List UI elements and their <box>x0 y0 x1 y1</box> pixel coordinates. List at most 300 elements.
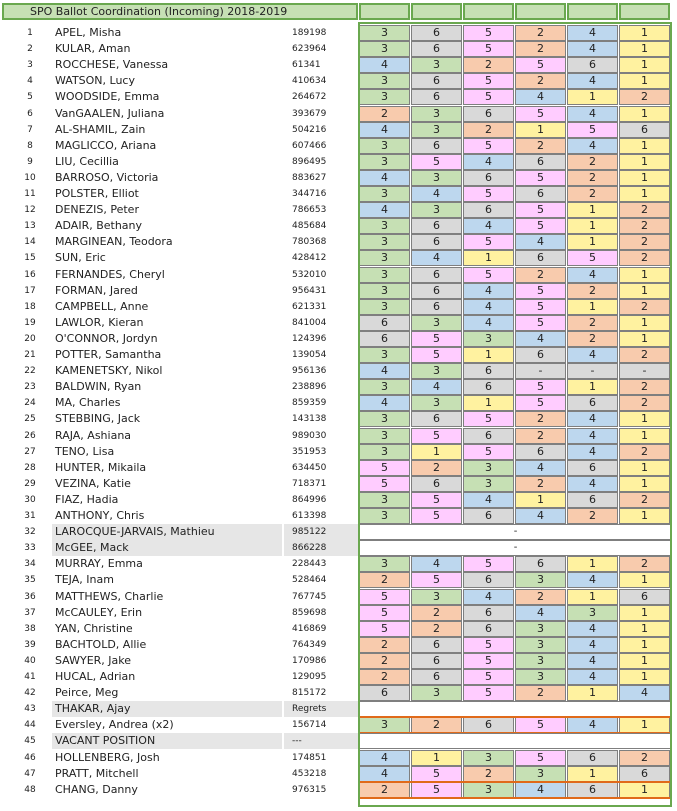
ballot-rank-cell[interactable]: 5 <box>515 717 566 733</box>
ballot-rank-cell[interactable]: 3 <box>359 508 410 524</box>
ballot-rank-cell[interactable]: 2 <box>515 267 566 283</box>
row-number: 1 <box>27 28 33 38</box>
ballot-rank-cell[interactable]: 2 <box>619 750 670 766</box>
ballot-rank-cell[interactable]: 4 <box>359 170 410 186</box>
ballot-rank-cell[interactable]: 6 <box>411 653 462 669</box>
ballot-rank-cell[interactable]: 2 <box>619 556 670 572</box>
ballot-rank-cell[interactable]: 2 <box>619 202 670 218</box>
ballot-rank-cell[interactable]: - <box>619 363 670 379</box>
ballot-rank-cell[interactable]: 1 <box>619 267 670 283</box>
ballot-rank-cell[interactable]: 6 <box>463 428 514 444</box>
student-name: APEL, Misha <box>55 26 122 39</box>
ballot-rank-cell[interactable]: 2 <box>567 331 618 347</box>
ballot-rank-cell[interactable]: 6 <box>567 750 618 766</box>
ballot-rank-cell[interactable]: 3 <box>515 766 566 782</box>
ballot-rank-cell[interactable]: 1 <box>619 41 670 57</box>
ballot-rank-cell[interactable]: 3 <box>411 363 462 379</box>
student-id: 764349 <box>292 640 327 650</box>
ballot-rank-cell[interactable]: 5 <box>359 621 410 637</box>
ballot-rank-cell[interactable]: 2 <box>619 299 670 315</box>
ballot-rank-cell[interactable]: 5 <box>411 428 462 444</box>
ballot-rank-cell[interactable]: 3 <box>463 476 514 492</box>
table-row <box>0 637 677 653</box>
ballot-rank-cell[interactable]: 1 <box>567 218 618 234</box>
ballot-rank-cell[interactable]: 3 <box>515 669 566 685</box>
row-number: 14 <box>24 237 36 247</box>
ballot-rank-cell[interactable]: 4 <box>359 750 410 766</box>
ballot-rank-cell[interactable]: 2 <box>359 637 410 653</box>
merged-ballot-cell: - <box>359 524 672 540</box>
ballot-rank-cell[interactable]: 6 <box>463 363 514 379</box>
ballot-rank-cell[interactable]: 1 <box>567 379 618 395</box>
ballot-rank-cell[interactable]: 3 <box>359 41 410 57</box>
ballot-rank-cell[interactable]: 5 <box>463 25 514 41</box>
ballot-rank-cell[interactable]: 5 <box>463 411 514 427</box>
ballot-rank-cell[interactable]: 6 <box>411 218 462 234</box>
ballot-rank-cell[interactable]: 5 <box>411 492 462 508</box>
ballot-rank-cell[interactable]: 5 <box>463 653 514 669</box>
ballot-rank-cell[interactable]: 3 <box>515 572 566 588</box>
ballot-rank-cell[interactable]: 4 <box>515 782 566 798</box>
ballot-rank-cell[interactable]: 6 <box>411 299 462 315</box>
ballot-rank-cell[interactable]: 4 <box>515 331 566 347</box>
ballot-rank-cell[interactable]: 3 <box>515 653 566 669</box>
ballot-rank-cell[interactable]: 6 <box>463 202 514 218</box>
ballot-rank-cell[interactable]: 1 <box>619 637 670 653</box>
ballot-rank-cell[interactable]: 2 <box>411 605 462 621</box>
ballot-rank-cell[interactable]: 6 <box>463 379 514 395</box>
ballot-rank-cell[interactable]: 6 <box>359 331 410 347</box>
ballot-rank-cell[interactable]: 1 <box>619 73 670 89</box>
ballot-rank-cell[interactable]: 1 <box>567 299 618 315</box>
ballot-rank-cell[interactable]: 6 <box>567 460 618 476</box>
ballot-rank-cell[interactable]: 5 <box>463 41 514 57</box>
ballot-rank-cell[interactable]: 4 <box>411 250 462 266</box>
ballot-rank-cell[interactable]: 2 <box>515 589 566 605</box>
ballot-rank-cell[interactable]: 2 <box>567 508 618 524</box>
ballot-rank-cell[interactable]: 2 <box>567 170 618 186</box>
ballot-rank-cell[interactable]: 5 <box>411 572 462 588</box>
row-number: 10 <box>24 173 36 183</box>
ballot-rank-cell[interactable]: 2 <box>515 476 566 492</box>
ballot-rank-cell[interactable]: 4 <box>411 186 462 202</box>
ballot-rank-cell[interactable]: 4 <box>567 428 618 444</box>
ballot-rank-cell[interactable]: 6 <box>463 106 514 122</box>
ballot-rank-cell[interactable]: 2 <box>359 106 410 122</box>
student-name: BALDWIN, Ryan <box>55 380 142 393</box>
student-id: 786653 <box>292 205 327 215</box>
ballot-rank-cell[interactable]: 6 <box>411 138 462 154</box>
ballot-rank-cell[interactable]: 3 <box>359 347 410 363</box>
ballot-rank-cell[interactable]: 5 <box>463 444 514 460</box>
ballot-rank-cell[interactable]: 2 <box>619 379 670 395</box>
sheet-title: SPO Ballot Coordination (Incoming) 2018-2019 <box>2 3 358 20</box>
ballot-rank-cell[interactable]: 6 <box>567 492 618 508</box>
ballot-rank-cell[interactable]: 5 <box>463 685 514 701</box>
ballot-rank-cell[interactable]: 2 <box>463 122 514 138</box>
ballot-rank-cell[interactable]: 4 <box>567 444 618 460</box>
table-row <box>0 621 677 637</box>
student-name: ADAIR, Bethany <box>55 219 143 232</box>
ballot-rank-cell[interactable]: 1 <box>619 25 670 41</box>
ballot-rank-cell[interactable]: 2 <box>567 154 618 170</box>
ballot-rank-cell[interactable]: 2 <box>411 717 462 733</box>
ballot-rank-cell[interactable]: 6 <box>515 556 566 572</box>
ballot-rank-cell[interactable]: 3 <box>463 750 514 766</box>
ballot-rank-cell[interactable]: 2 <box>463 57 514 73</box>
ballot-rank-cell[interactable]: 2 <box>619 234 670 250</box>
ballot-rank-cell[interactable]: 4 <box>463 154 514 170</box>
ballot-rank-cell[interactable]: 1 <box>567 234 618 250</box>
ballot-rank-cell[interactable]: 1 <box>463 250 514 266</box>
ballot-rank-cell[interactable]: 1 <box>567 202 618 218</box>
ballot-rank-cell[interactable]: 4 <box>567 717 618 733</box>
ballot-rank-cell[interactable]: 2 <box>515 428 566 444</box>
ballot-rank-cell[interactable]: 4 <box>359 57 410 73</box>
ballot-rank-cell[interactable]: 3 <box>359 428 410 444</box>
ballot-rank-cell[interactable]: 3 <box>359 186 410 202</box>
ballot-rank-cell[interactable]: 3 <box>567 605 618 621</box>
ballot-rank-cell[interactable]: 2 <box>567 283 618 299</box>
ballot-rank-cell[interactable]: 4 <box>567 572 618 588</box>
ballot-rank-cell[interactable]: 3 <box>515 637 566 653</box>
ballot-rank-cell[interactable]: 3 <box>411 106 462 122</box>
ballot-rank-cell[interactable]: 1 <box>619 653 670 669</box>
ballot-rank-cell[interactable]: 1 <box>619 669 670 685</box>
ballot-rank-cell[interactable]: 1 <box>619 717 670 733</box>
ballot-rank-cell[interactable]: 3 <box>463 782 514 798</box>
student-name: CHANG, Danny <box>55 783 138 796</box>
ballot-rank-cell[interactable]: 1 <box>619 508 670 524</box>
ballot-rank-cell[interactable]: 6 <box>411 73 462 89</box>
ballot-rank-cell[interactable]: 2 <box>619 492 670 508</box>
ballot-rank-cell[interactable]: 6 <box>411 283 462 299</box>
ballot-rank-cell[interactable]: 4 <box>463 492 514 508</box>
table-row <box>0 395 677 411</box>
ballot-rank-cell[interactable]: 4 <box>359 122 410 138</box>
ballot-rank-cell[interactable]: 1 <box>619 476 670 492</box>
ballot-rank-cell[interactable]: 2 <box>619 250 670 266</box>
ballot-rank-cell[interactable]: 6 <box>411 669 462 685</box>
ballot-rank-cell[interactable]: 4 <box>411 379 462 395</box>
ballot-rank-cell[interactable]: 4 <box>515 605 566 621</box>
ballot-rank-cell[interactable]: 4 <box>567 41 618 57</box>
student-name: MARGINEAN, Teodora <box>55 235 173 248</box>
ballot-rank-cell[interactable]: 4 <box>567 73 618 89</box>
student-id: 859698 <box>292 608 327 618</box>
ballot-rank-cell[interactable]: 6 <box>463 572 514 588</box>
ballot-rank-cell[interactable]: 5 <box>411 154 462 170</box>
ballot-rank-cell[interactable]: 1 <box>619 605 670 621</box>
ballot-rank-cell[interactable]: 6 <box>411 267 462 283</box>
ballot-rank-cell[interactable]: 3 <box>359 89 410 105</box>
ballot-rank-cell[interactable]: 4 <box>411 556 462 572</box>
ballot-rank-cell[interactable]: 6 <box>567 782 618 798</box>
ballot-rank-cell[interactable]: 6 <box>463 170 514 186</box>
ballot-rank-cell[interactable]: 3 <box>411 395 462 411</box>
ballot-rank-cell[interactable]: 1 <box>619 57 670 73</box>
ballot-rank-cell[interactable]: 5 <box>411 766 462 782</box>
ballot-rank-cell[interactable]: 6 <box>567 57 618 73</box>
ballot-rank-cell[interactable]: 4 <box>515 89 566 105</box>
ballot-rank-cell[interactable]: 5 <box>359 460 410 476</box>
ballot-rank-cell[interactable]: 3 <box>359 138 410 154</box>
ballot-rank-cell[interactable]: 5 <box>515 315 566 331</box>
ballot-rank-cell[interactable]: 5 <box>463 556 514 572</box>
ballot-rank-cell[interactable]: 4 <box>567 669 618 685</box>
student-name: KAMENETSKY, Nikol <box>55 364 163 377</box>
ballot-rank-cell[interactable]: 2 <box>619 89 670 105</box>
ballot-rank-cell[interactable]: 2 <box>411 460 462 476</box>
ballot-rank-cell[interactable]: 2 <box>515 41 566 57</box>
ballot-rank-cell[interactable]: 2 <box>515 411 566 427</box>
ballot-rank-cell[interactable]: 5 <box>463 234 514 250</box>
ballot-rank-cell[interactable]: 3 <box>411 170 462 186</box>
ballot-rank-cell[interactable]: 6 <box>411 89 462 105</box>
ballot-rank-cell[interactable]: 3 <box>359 73 410 89</box>
ballot-rank-cell[interactable]: 6 <box>515 444 566 460</box>
ballot-rank-cell[interactable]: 5 <box>463 267 514 283</box>
ballot-rank-cell[interactable]: 6 <box>567 395 618 411</box>
ballot-rank-cell[interactable]: 3 <box>359 267 410 283</box>
student-name: STEBBING, Jack <box>55 412 141 425</box>
ballot-rank-cell[interactable]: 1 <box>619 186 670 202</box>
ballot-rank-cell[interactable]: 6 <box>463 605 514 621</box>
ballot-rank-cell[interactable]: 4 <box>463 315 514 331</box>
ballot-rank-cell[interactable]: 4 <box>567 411 618 427</box>
table-row <box>0 250 677 266</box>
table-row <box>0 218 677 234</box>
ballot-rank-cell[interactable]: 5 <box>515 283 566 299</box>
ballot-rank-cell[interactable]: 3 <box>359 25 410 41</box>
ballot-rank-cell[interactable]: 1 <box>567 589 618 605</box>
ballot-rank-cell[interactable]: 1 <box>619 315 670 331</box>
ballot-rank-cell[interactable]: 5 <box>515 218 566 234</box>
ballot-rank-cell[interactable]: 2 <box>567 186 618 202</box>
ballot-rank-cell[interactable]: 4 <box>359 363 410 379</box>
ballot-rank-cell[interactable]: 3 <box>359 250 410 266</box>
ballot-rank-cell[interactable]: 6 <box>619 766 670 782</box>
ballot-rank-cell[interactable]: 3 <box>411 202 462 218</box>
ballot-rank-cell[interactable]: 2 <box>463 766 514 782</box>
ballot-rank-cell[interactable]: 2 <box>619 218 670 234</box>
ballot-rank-cell[interactable]: 4 <box>567 25 618 41</box>
row-number: 6 <box>27 109 33 119</box>
ballot-rank-cell[interactable]: 3 <box>359 717 410 733</box>
ballot-rank-cell[interactable]: 6 <box>359 315 410 331</box>
ballot-rank-cell[interactable]: 1 <box>411 444 462 460</box>
ballot-rank-cell[interactable]: 4 <box>359 766 410 782</box>
ballot-rank-cell[interactable]: 4 <box>515 508 566 524</box>
ballot-rank-cell[interactable]: 3 <box>359 444 410 460</box>
ballot-rank-cell[interactable]: 2 <box>515 25 566 41</box>
ballot-rank-cell[interactable]: 2 <box>359 572 410 588</box>
ballot-rank-cell[interactable]: 5 <box>515 202 566 218</box>
ballot-rank-cell[interactable]: 1 <box>411 750 462 766</box>
table-row <box>0 363 677 379</box>
ballot-rank-cell[interactable]: 6 <box>619 589 670 605</box>
student-name: SUN, Eric <box>55 251 106 264</box>
ballot-rank-cell[interactable]: 2 <box>359 782 410 798</box>
ballot-rank-cell[interactable]: 1 <box>619 154 670 170</box>
ballot-rank-cell[interactable]: 3 <box>411 589 462 605</box>
ballot-rank-cell[interactable]: 6 <box>619 122 670 138</box>
ballot-rank-cell[interactable]: 4 <box>567 347 618 363</box>
row-number: 8 <box>27 141 33 151</box>
ballot-rank-cell[interactable]: 5 <box>567 122 618 138</box>
ballot-rank-cell[interactable]: 1 <box>619 138 670 154</box>
column-header <box>411 3 462 20</box>
ballot-rank-cell[interactable]: 3 <box>359 411 410 427</box>
ballot-rank-cell[interactable]: 1 <box>619 572 670 588</box>
ballot-rank-cell[interactable]: 3 <box>359 299 410 315</box>
ballot-rank-cell[interactable]: 3 <box>515 621 566 637</box>
ballot-rank-cell[interactable]: 5 <box>411 508 462 524</box>
ballot-rank-cell[interactable]: 3 <box>411 57 462 73</box>
student-id: 989030 <box>292 431 327 441</box>
ballot-rank-cell[interactable]: 1 <box>463 347 514 363</box>
ballot-rank-cell[interactable]: 5 <box>515 57 566 73</box>
ballot-rank-cell[interactable]: 4 <box>515 460 566 476</box>
ballot-rank-cell[interactable]: 4 <box>359 202 410 218</box>
ballot-rank-cell[interactable]: 4 <box>567 267 618 283</box>
ballot-rank-cell[interactable]: 1 <box>515 492 566 508</box>
ballot-rank-cell[interactable]: 6 <box>411 411 462 427</box>
ballot-rank-cell[interactable]: 3 <box>411 315 462 331</box>
row-number: 25 <box>24 414 36 424</box>
ballot-rank-cell[interactable]: 4 <box>567 621 618 637</box>
ballot-rank-cell[interactable]: 5 <box>515 750 566 766</box>
ballot-rank-cell[interactable]: 5 <box>463 669 514 685</box>
ballot-rank-cell[interactable]: 1 <box>515 122 566 138</box>
ballot-rank-cell[interactable]: 5 <box>515 395 566 411</box>
ballot-rank-cell[interactable]: 1 <box>619 283 670 299</box>
ballot-rank-cell[interactable]: 3 <box>359 556 410 572</box>
ballot-rank-cell[interactable]: 4 <box>619 685 670 701</box>
ballot-rank-cell[interactable]: 4 <box>463 283 514 299</box>
ballot-rank-cell[interactable]: - <box>567 363 618 379</box>
ballot-rank-cell[interactable]: 3 <box>359 283 410 299</box>
ballot-rank-cell[interactable]: 6 <box>411 234 462 250</box>
ballot-rank-cell[interactable]: 3 <box>463 331 514 347</box>
student-name: TENO, Lisa <box>55 445 115 458</box>
ballot-rank-cell[interactable]: 3 <box>359 492 410 508</box>
ballot-rank-cell[interactable]: 2 <box>515 138 566 154</box>
empty-ballot-cell <box>359 701 672 717</box>
ballot-rank-cell[interactable]: 2 <box>515 73 566 89</box>
ballot-rank-cell[interactable]: 3 <box>359 234 410 250</box>
ballot-rank-cell[interactable]: 1 <box>463 395 514 411</box>
ballot-rank-cell[interactable]: 1 <box>567 685 618 701</box>
table-row <box>0 186 677 202</box>
ballot-rank-cell[interactable]: 1 <box>619 460 670 476</box>
ballot-rank-cell[interactable]: - <box>515 363 566 379</box>
ballot-rank-cell[interactable]: 1 <box>567 766 618 782</box>
ballot-rank-cell[interactable]: 4 <box>567 637 618 653</box>
ballot-rank-cell[interactable]: 5 <box>515 299 566 315</box>
ballot-rank-cell[interactable]: 4 <box>463 218 514 234</box>
ballot-rank-cell[interactable]: 5 <box>359 589 410 605</box>
ballot-rank-cell[interactable]: 5 <box>463 138 514 154</box>
ballot-rank-cell[interactable]: 1 <box>619 331 670 347</box>
ballot-rank-cell[interactable]: 5 <box>463 637 514 653</box>
row-number: 34 <box>24 559 36 569</box>
ballot-rank-cell[interactable]: 6 <box>463 508 514 524</box>
ballot-rank-cell[interactable]: 1 <box>619 621 670 637</box>
ballot-rank-cell[interactable]: 6 <box>463 717 514 733</box>
ballot-rank-cell[interactable]: 4 <box>463 589 514 605</box>
ballot-rank-cell[interactable]: 4 <box>567 138 618 154</box>
ballot-rank-cell[interactable]: 2 <box>619 395 670 411</box>
ballot-rank-cell[interactable]: 6 <box>411 476 462 492</box>
ballot-rank-cell[interactable]: 4 <box>463 299 514 315</box>
ballot-rank-cell[interactable]: 5 <box>515 106 566 122</box>
ballot-rank-cell[interactable]: 2 <box>411 621 462 637</box>
ballot-rank-cell[interactable]: 1 <box>567 556 618 572</box>
ballot-rank-cell[interactable]: 6 <box>515 154 566 170</box>
ballot-rank-cell[interactable]: 2 <box>567 315 618 331</box>
ballot-rank-cell[interactable]: 3 <box>359 154 410 170</box>
ballot-rank-cell[interactable]: 5 <box>463 186 514 202</box>
ballot-rank-cell[interactable]: 3 <box>359 379 410 395</box>
ballot-rank-cell[interactable]: 4 <box>567 476 618 492</box>
ballot-rank-cell[interactable]: 5 <box>411 331 462 347</box>
student-id: 264672 <box>292 92 327 102</box>
ballot-rank-cell[interactable]: 2 <box>359 669 410 685</box>
ballot-rank-cell[interactable]: 3 <box>359 218 410 234</box>
ballot-rank-cell[interactable]: 2 <box>515 685 566 701</box>
ballot-rank-cell[interactable]: 3 <box>463 460 514 476</box>
ballot-rank-cell[interactable]: 3 <box>411 685 462 701</box>
student-name: McGEE, Mack <box>52 540 282 556</box>
ballot-rank-cell[interactable]: 6 <box>411 25 462 41</box>
ballot-rank-cell[interactable]: 6 <box>515 250 566 266</box>
ballot-rank-cell[interactable]: 5 <box>411 782 462 798</box>
ballot-rank-cell[interactable]: 5 <box>567 250 618 266</box>
ballot-rank-cell[interactable]: 2 <box>359 653 410 669</box>
ballot-rank-cell[interactable]: 3 <box>411 122 462 138</box>
ballot-rank-cell[interactable]: 6 <box>515 186 566 202</box>
student-name: POLSTER, Elliot <box>55 187 139 200</box>
ballot-rank-cell[interactable]: 1 <box>619 782 670 798</box>
ballot-rank-cell[interactable]: 1 <box>619 411 670 427</box>
ballot-rank-cell[interactable]: 5 <box>463 73 514 89</box>
ballot-rank-cell[interactable]: 5 <box>463 89 514 105</box>
ballot-rank-cell[interactable]: 6 <box>411 41 462 57</box>
ballot-rank-cell[interactable]: 1 <box>619 170 670 186</box>
ballot-rank-cell[interactable]: 6 <box>515 347 566 363</box>
ballot-rank-cell[interactable]: 4 <box>567 106 618 122</box>
ballot-rank-cell[interactable]: 4 <box>567 653 618 669</box>
ballot-rank-cell[interactable]: 5 <box>359 476 410 492</box>
ballot-rank-cell[interactable]: 6 <box>359 685 410 701</box>
ballot-rank-cell[interactable]: 5 <box>515 170 566 186</box>
ballot-rank-cell[interactable]: 2 <box>619 347 670 363</box>
ballot-rank-cell[interactable]: 6 <box>463 621 514 637</box>
ballot-rank-cell[interactable]: 4 <box>359 395 410 411</box>
ballot-rank-cell[interactable]: 1 <box>567 89 618 105</box>
ballot-rank-cell[interactable]: 5 <box>411 347 462 363</box>
ballot-rank-cell[interactable]: 2 <box>619 444 670 460</box>
ballot-rank-cell[interactable]: 5 <box>359 605 410 621</box>
ballot-rank-cell[interactable]: 5 <box>515 379 566 395</box>
ballot-rank-cell[interactable]: 6 <box>411 637 462 653</box>
ballot-rank-cell[interactable]: 4 <box>515 234 566 250</box>
ballot-rank-cell[interactable]: 1 <box>619 428 670 444</box>
row-number: 18 <box>24 302 36 312</box>
ballot-rank-cell[interactable]: 1 <box>619 106 670 122</box>
table-row <box>0 540 677 556</box>
